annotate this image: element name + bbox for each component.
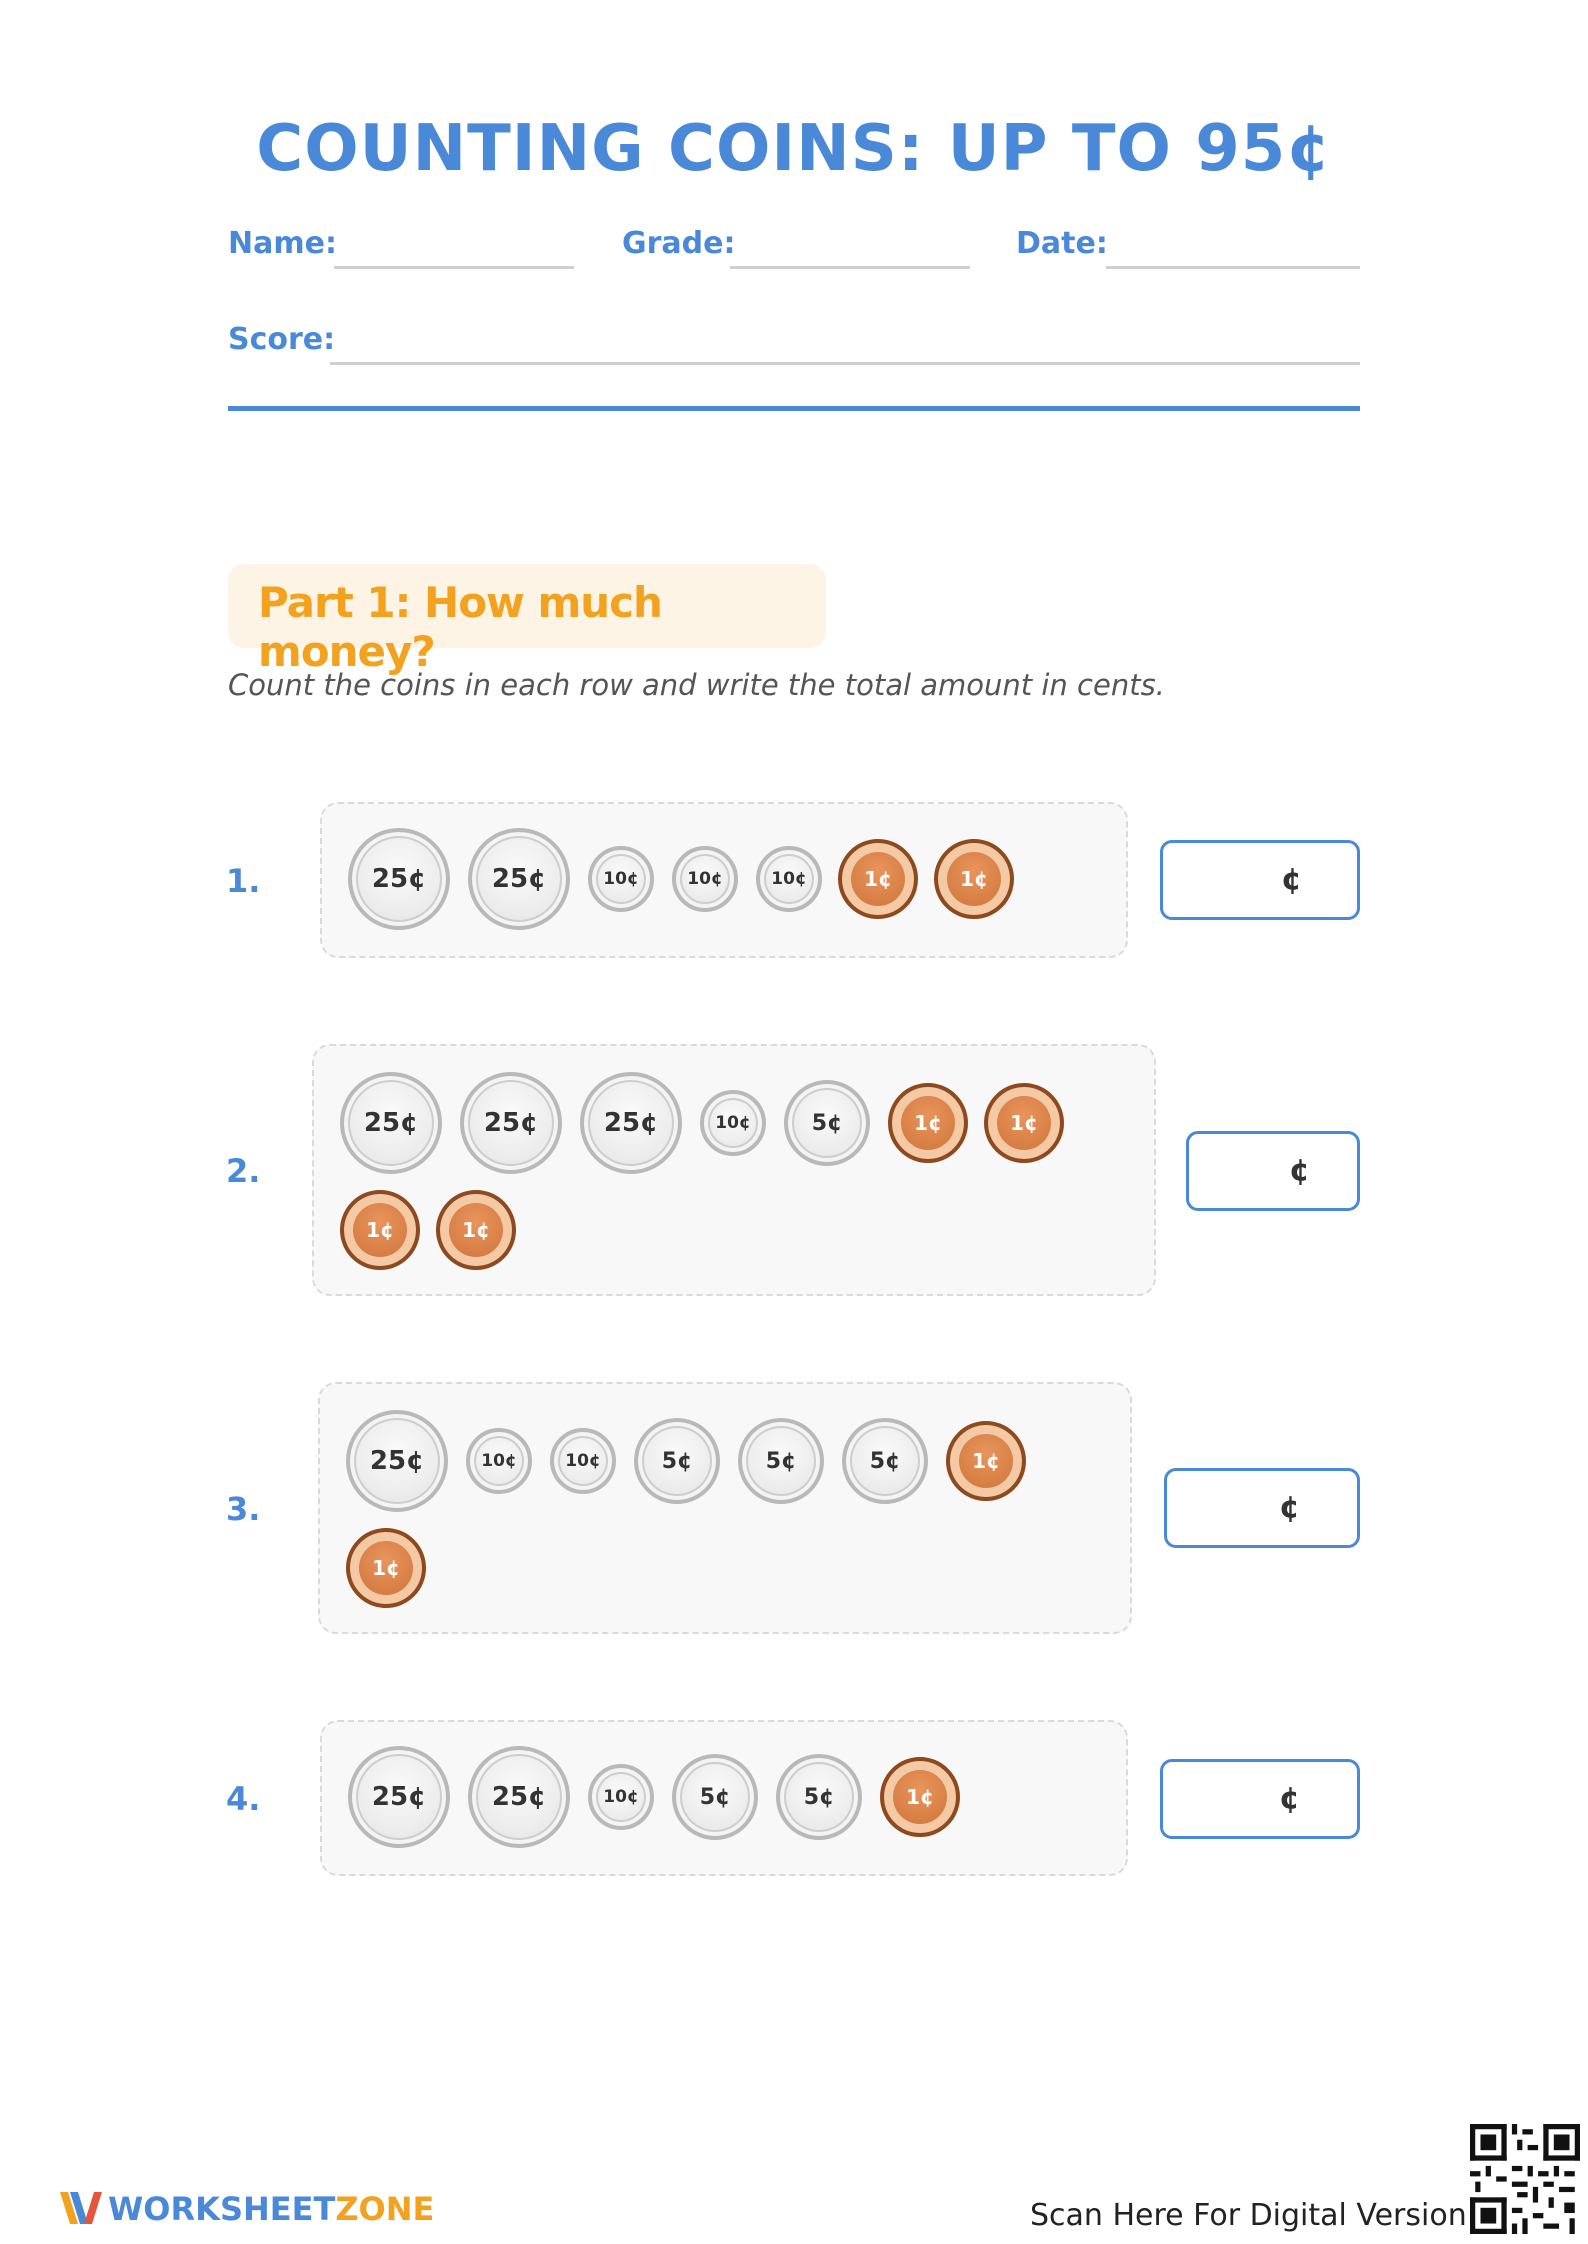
question-number: 4. xyxy=(226,1780,261,1818)
question-number: 2. xyxy=(226,1152,261,1190)
dime-coin: 10¢ xyxy=(466,1428,532,1494)
cent-sign: ¢ xyxy=(1289,1153,1310,1189)
penny-coin: 1¢ xyxy=(888,1083,968,1163)
brand-worksheet: WORKSHEET xyxy=(108,2190,336,2228)
penny-coin: 1¢ xyxy=(346,1528,426,1608)
name-label: Name: xyxy=(228,226,337,261)
nickel-coin: 5¢ xyxy=(738,1418,824,1504)
score-input-line[interactable] xyxy=(330,362,1360,365)
quarter-coin: 25¢ xyxy=(468,1746,570,1848)
part-badge xyxy=(228,564,826,676)
header-divider xyxy=(228,406,1360,411)
quarter-coin: 25¢ xyxy=(340,1072,442,1174)
answer-box[interactable] xyxy=(1160,1759,1360,1839)
worksheetzone-logo[interactable] xyxy=(58,2178,435,2238)
dime-coin: 10¢ xyxy=(588,1764,654,1830)
nickel-coin: 5¢ xyxy=(776,1754,862,1840)
score-label: Score: xyxy=(228,322,336,357)
brand-zone: ZONE xyxy=(335,2190,435,2228)
grade-input-line[interactable] xyxy=(730,266,970,269)
nickel-coin: 5¢ xyxy=(842,1418,928,1504)
penny-coin: 1¢ xyxy=(934,839,1014,919)
dime-coin: 10¢ xyxy=(756,846,822,912)
dime-coin: 10¢ xyxy=(672,846,738,912)
penny-coin: 1¢ xyxy=(340,1190,420,1270)
penny-coin: 1¢ xyxy=(984,1083,1064,1163)
part-title: Part 1: How much money? xyxy=(258,578,662,676)
answer-box[interactable] xyxy=(1160,840,1360,920)
date-input-line[interactable] xyxy=(1106,266,1360,269)
penny-coin: 1¢ xyxy=(880,1757,960,1837)
dime-coin: 10¢ xyxy=(550,1428,616,1494)
coin-row-box xyxy=(318,1382,1132,1634)
answer-box[interactable] xyxy=(1186,1131,1360,1211)
quarter-coin: 25¢ xyxy=(460,1072,562,1174)
cent-sign: ¢ xyxy=(1279,1490,1300,1526)
nickel-coin: 5¢ xyxy=(672,1754,758,1840)
worksheet-title: COUNTING COINS: UP TO 95¢ xyxy=(256,112,1332,186)
name-input-line[interactable] xyxy=(334,266,574,269)
quarter-coin: 25¢ xyxy=(468,828,570,930)
grade-label: Grade: xyxy=(622,226,736,261)
dime-coin: 10¢ xyxy=(700,1090,766,1156)
qr-code-icon[interactable] xyxy=(1470,2124,1580,2234)
cent-sign: ¢ xyxy=(1281,862,1302,898)
logo-mark-icon xyxy=(58,2178,104,2234)
question-number: 1. xyxy=(226,862,261,900)
quarter-coin: 25¢ xyxy=(348,1746,450,1848)
cent-sign: ¢ xyxy=(1279,1781,1300,1817)
instructions: Count the coins in each row and write the total amount in cents. xyxy=(228,668,1165,702)
coin-row-box xyxy=(320,802,1128,958)
dime-coin: 10¢ xyxy=(588,846,654,912)
quarter-coin: 25¢ xyxy=(346,1410,448,1512)
answer-box[interactable] xyxy=(1164,1468,1360,1548)
penny-coin: 1¢ xyxy=(946,1421,1026,1501)
penny-coin: 1¢ xyxy=(436,1190,516,1270)
nickel-coin: 5¢ xyxy=(634,1418,720,1504)
coin-row-box xyxy=(320,1720,1128,1876)
date-label: Date: xyxy=(1016,226,1108,261)
coin-row-box xyxy=(312,1044,1156,1296)
quarter-coin: 25¢ xyxy=(580,1072,682,1174)
quarter-coin: 25¢ xyxy=(348,828,450,930)
question-number: 3. xyxy=(226,1490,261,1528)
scan-prompt: Scan Here For Digital Version xyxy=(1030,2198,1467,2233)
penny-coin: 1¢ xyxy=(838,839,918,919)
nickel-coin: 5¢ xyxy=(784,1080,870,1166)
